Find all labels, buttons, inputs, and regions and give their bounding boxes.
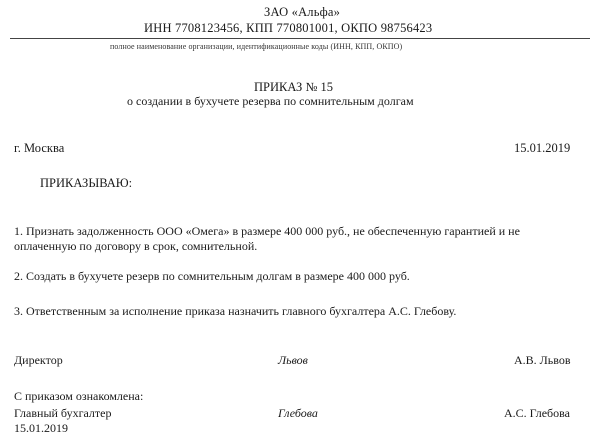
order-item-3: 3. Ответственным за исполнение приказа назначить главного бухгалтера А.С. Глебову. bbox=[14, 304, 457, 318]
director-name: А.В. Львов bbox=[514, 353, 571, 367]
organization-requisites: ИНН 7708123456, КПП 770801001, ОКПО 98756423 bbox=[144, 21, 433, 35]
director-title: Директор bbox=[14, 353, 63, 367]
order-item-2: 2. Создать в бухучете резерв по сомнительным долгам в размере 400 000 руб. bbox=[14, 269, 410, 283]
header-underline bbox=[10, 38, 590, 39]
order-city: г. Москва bbox=[14, 141, 65, 155]
order-item-1-line-2: оплаченную по договору в срок, сомнительной. bbox=[14, 239, 258, 253]
order-item-1-line-1: 1. Признать задолженность ООО «Омега» в размере 400 000 руб., не обеспеченную гарантией и не bbox=[14, 224, 520, 238]
header-caption: полное наименование организации, идентификационные коды (ИНН, КПП, ОКПО) bbox=[110, 42, 403, 51]
order-subtitle: о создании в бухучете резерва по сомнительным долгам bbox=[127, 94, 414, 108]
order-title: ПРИКАЗ № 15 bbox=[254, 80, 333, 94]
organization-name: ЗАО «Альфа» bbox=[264, 5, 341, 19]
accountant-title: Главный бухгалтер bbox=[14, 406, 112, 420]
accountant-name: А.С. Глебова bbox=[504, 406, 570, 420]
acquainted-label: С приказом ознакомлена: bbox=[14, 389, 144, 403]
accountant-date: 15.01.2019 bbox=[14, 421, 68, 435]
accountant-signature: Глебова bbox=[278, 406, 318, 420]
order-date: 15.01.2019 bbox=[514, 141, 571, 155]
director-signature: Львов bbox=[278, 353, 308, 367]
order-word: ПРИКАЗЫВАЮ: bbox=[40, 176, 133, 190]
